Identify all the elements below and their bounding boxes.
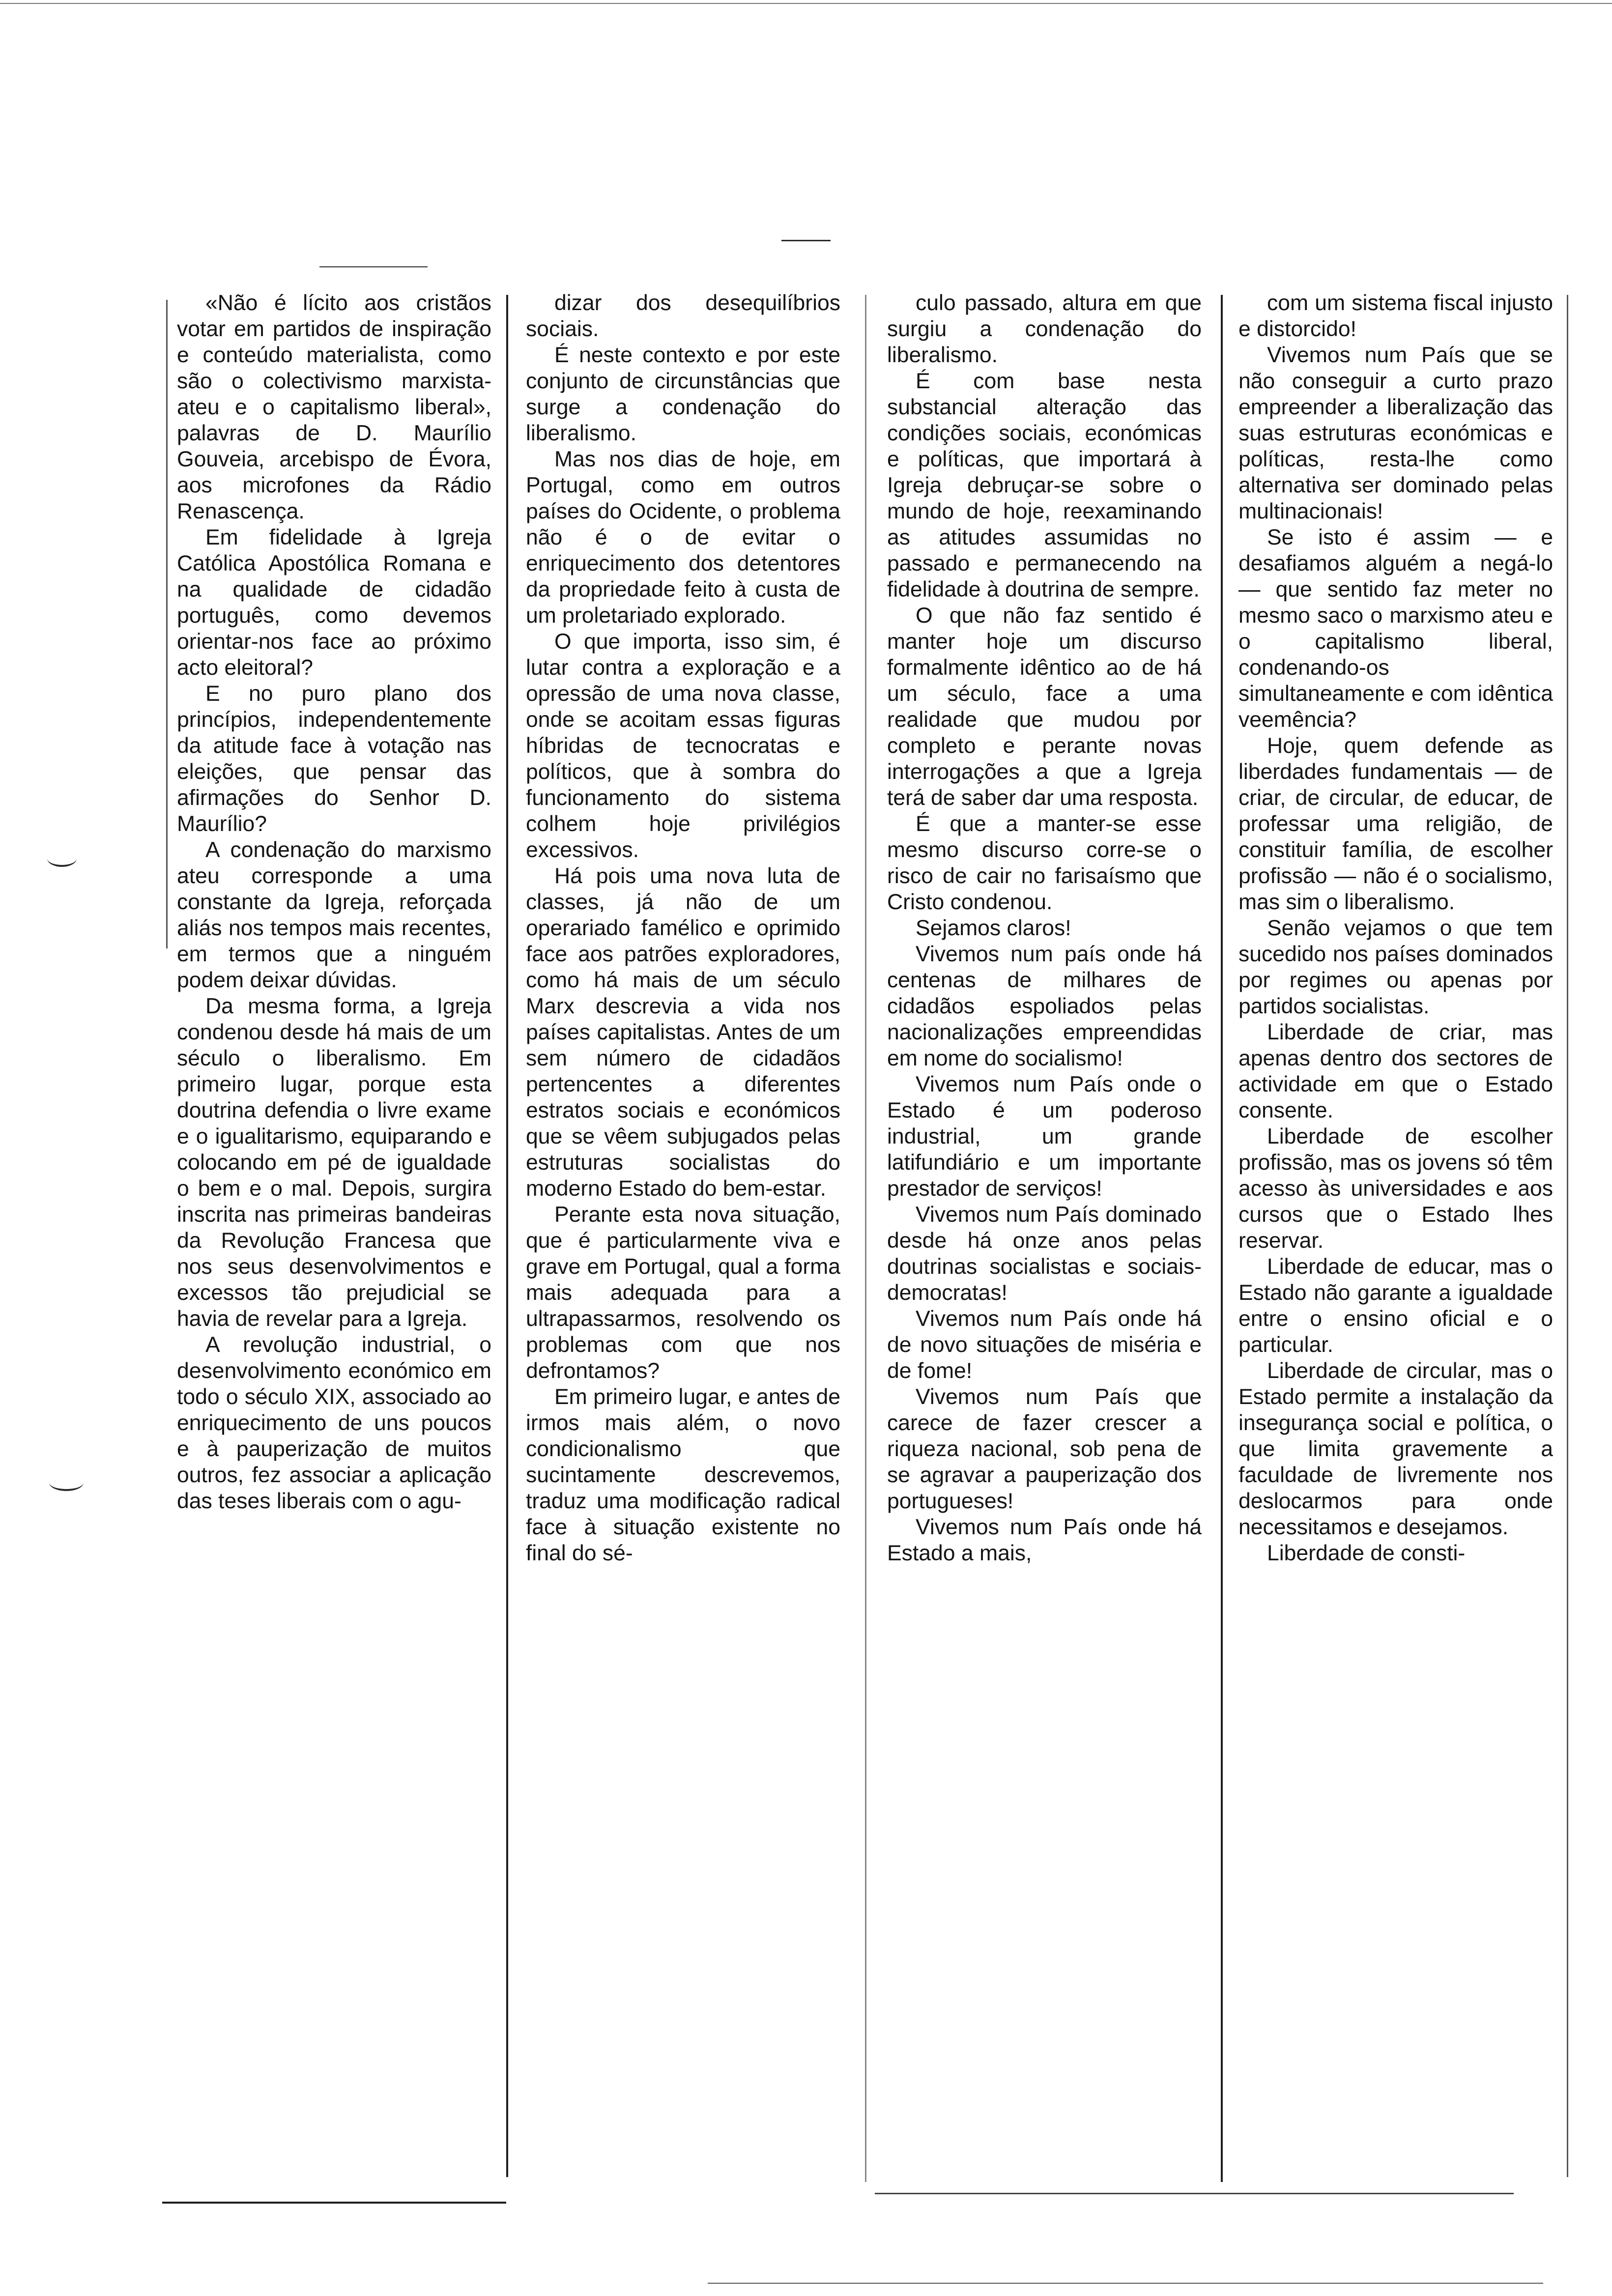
article-column-1 — [177, 290, 491, 1514]
paragraph: Mas nos dias de hoje, em Portugal, como em outros países do Ocidente, o problema não é o de evitar o enriquecimento dos detentores da propriedade feito à custa de um proletariado explorado. — [526, 447, 840, 628]
paragraph: É neste contexto e por este conjunto de circunstâncias que surge a condenação do liberalismo. — [526, 343, 840, 445]
paragraph: É que a manter-se esse mesmo discurso corre-se o risco de cair no farisaísmo que Cristo condenou. — [887, 812, 1202, 914]
paragraph: Há pois uma nova luta de classes, já não de um operariado famélico e oprimido face aos patrões exploradores, como há mais de um século Marx descrevia a vida nos países capitalistas. Antes de um sem número de cidadãos pertencentes a diferentes estratos sociais e económicos que se vêem subjugados pelas estruturas socialistas do moderno Estado do bem-estar. — [526, 864, 840, 1201]
margin-mark-1 — [47, 850, 77, 867]
paragraph: O que não faz sentido é manter hoje um discurso formalmente idêntico ao de há um século, face a uma realidade que mudou por completo e perante novas interrogações a que a Igreja terá de saber dar uma resposta. — [887, 603, 1202, 810]
article-column-2 — [526, 290, 840, 1566]
paragraph: É com base nesta substancial alteração das condições sociais, económicas e políticas, que importará à Igreja debruçar-se sobre o mundo de hoje, reexaminando as atitudes assumidas no passado e permanecendo na fidelidade à doutrina de sempre. — [887, 369, 1202, 602]
paragraph: Vivemos num País que carece de fazer crescer a riqueza nacional, sob pena de se agravar a pauperização dos portugueses! — [887, 1385, 1202, 1513]
paragraph: com um sistema fiscal injusto e distorcido! — [1238, 291, 1553, 341]
column-divider-right — [1567, 295, 1568, 2177]
paragraph: Em fidelidade à Igreja Católica Apostólica Romana e na qualidade de cidadão português, como devemos orientar-nos face ao próximo acto eleitoral? — [177, 525, 491, 680]
paragraph: dizar dos desequilíbrios sociais. — [526, 291, 840, 341]
margin-mark-2 — [49, 1474, 84, 1491]
paragraph: Vivemos num País onde há de novo situações de miséria e de fome! — [887, 1307, 1202, 1383]
paragraph: culo passado, altura em que surgiu a condenação do liberalismo. — [887, 291, 1202, 367]
paragraph: Liberdade de educar, mas o Estado não garante a igualdade entre o ensino oficial e o particular. — [1238, 1255, 1553, 1357]
paragraph: Liberdade de escolher profissão, mas os jovens só têm acesso às universidades e aos cursos que o Estado lhes reservar. — [1238, 1124, 1553, 1253]
paragraph: «Não é lícito aos cristãos votar em partidos de inspiração e conteúdo materialista, como são o colectivismo marxista-ateu e o capitalismo liberal», palavras de D. Maurílio Gouveia, arcebispo de Évora, aos microfones da Rádio Renascença. — [177, 291, 491, 523]
bottom-rule-right — [875, 2193, 1514, 2194]
paragraph: Vivemos num país onde há centenas de milhares de cidadãos espoliados pelas nacionalizações empreendidas em nome do socialismo! — [887, 942, 1202, 1070]
paragraph: Vivemos num País dominado desde há onze anos pelas doutrinas socialistas e sociais-democratas! — [887, 1203, 1202, 1305]
scan-speck-bottom — [708, 2283, 1543, 2284]
paragraph: Vivemos num País que se não conseguir a curto prazo empreender a liberalização das suas estruturas económicas e políticas, resta-lhe como alternativa ser dominado pelas multinacionais! — [1238, 343, 1553, 523]
top-edge-line — [0, 3, 1612, 4]
article-column-4 — [1238, 290, 1553, 1566]
paragraph: Se isto é assim — e desafiamos alguém a negá-lo — que sentido faz meter no mesmo saco o marxismo ateu e o capitalismo liberal, condenando-os simultaneamente e com idêntica veemência? — [1238, 525, 1553, 732]
paragraph: E no puro plano dos princípios, independentemente da atitude face à votação nas eleições, que pensar das afirmações do Senhor D. Maurílio? — [177, 682, 491, 836]
paragraph: A revolução industrial, o desenvolvimento económico em todo o século XIX, associado ao enriquecimento de uns poucos e à pauperização de muitos outros, fez associar a aplicação das teses liberais com o agu- — [177, 1333, 491, 1513]
scan-speck-top-2 — [319, 266, 428, 267]
column-divider-left-border — [166, 300, 168, 948]
paragraph: Senão vejamos o que tem sucedido nos países dominados por regimes ou apenas por partidos socialistas. — [1238, 916, 1553, 1018]
paragraph: Vivemos num País onde há Estado a mais, — [887, 1515, 1202, 1565]
paragraph: Da mesma forma, a Igreja condenou desde há mais de um século o liberalismo. Em primeiro lugar, porque esta doutrina defendia o livre exame e o igualitarismo, equiparando e colocando em pé de igualdade o bem e o mal. Depois, surgira inscrita nas primeiras bandeiras da Revolução Francesa que nos seus desenvolvimentos e excessos tão prejudicial se havia de revelar para a Igreja. — [177, 994, 491, 1331]
paragraph: Liberdade de criar, mas apenas dentro dos sectores de actividade em que o Estado consente. — [1238, 1020, 1553, 1122]
paragraph: Sejamos claros! — [916, 916, 1071, 940]
scan-speck-top-1 — [781, 240, 831, 241]
paragraph: Perante esta nova situação, que é particularmente viva e grave em Portugal, qual a forma mais adequada para a ultrapassarmos, resolvendo os problemas com que nos defrontamos? — [526, 1203, 840, 1383]
article-column-3 — [887, 290, 1202, 1566]
column-divider-2 — [865, 295, 866, 2182]
paragraph: A condenação do marxismo ateu corresponde a uma constante da Igreja, reforçada aliás nos tempos mais recentes, em termos que a ninguém podem deixar dúvidas. — [177, 838, 491, 992]
paragraph: Liberdade de consti- — [1267, 1541, 1466, 1565]
paragraph: Liberdade de circular, mas o Estado permite a instalação da insegurança social e política, o que limita gravemente a faculdade de livremente nos deslocarmos para onde necessitamos e desejamos. — [1238, 1359, 1553, 1539]
paragraph: Hoje, quem defende as liberdades fundamentais — de criar, de circular, de educar, de professar uma religião, de constituir família, de escolher profissão — não é o socialismo, mas sim o liberalismo. — [1238, 734, 1553, 914]
paragraph: Vivemos num País onde o Estado é um poderoso industrial, um grande latifundiário e um importante prestador de serviços! — [887, 1072, 1202, 1201]
column-divider-3 — [1221, 295, 1223, 2182]
bottom-rule-left — [162, 2202, 506, 2204]
column-divider-1 — [506, 295, 508, 2177]
paragraph: O que importa, isso sim, é lutar contra a exploração e a opressão de uma nova classe, onde se acoitam essas figuras híbridas de tecnocratas e políticos, que à sombra do funcionamento do sistema colhem hoje privilégios excessivos. — [526, 630, 840, 862]
paragraph: Em primeiro lugar, e antes de irmos mais além, o novo condicionalismo que sucintamente descrevemos, traduz uma modificação radical face à situação existente no final do sé- — [526, 1385, 840, 1565]
